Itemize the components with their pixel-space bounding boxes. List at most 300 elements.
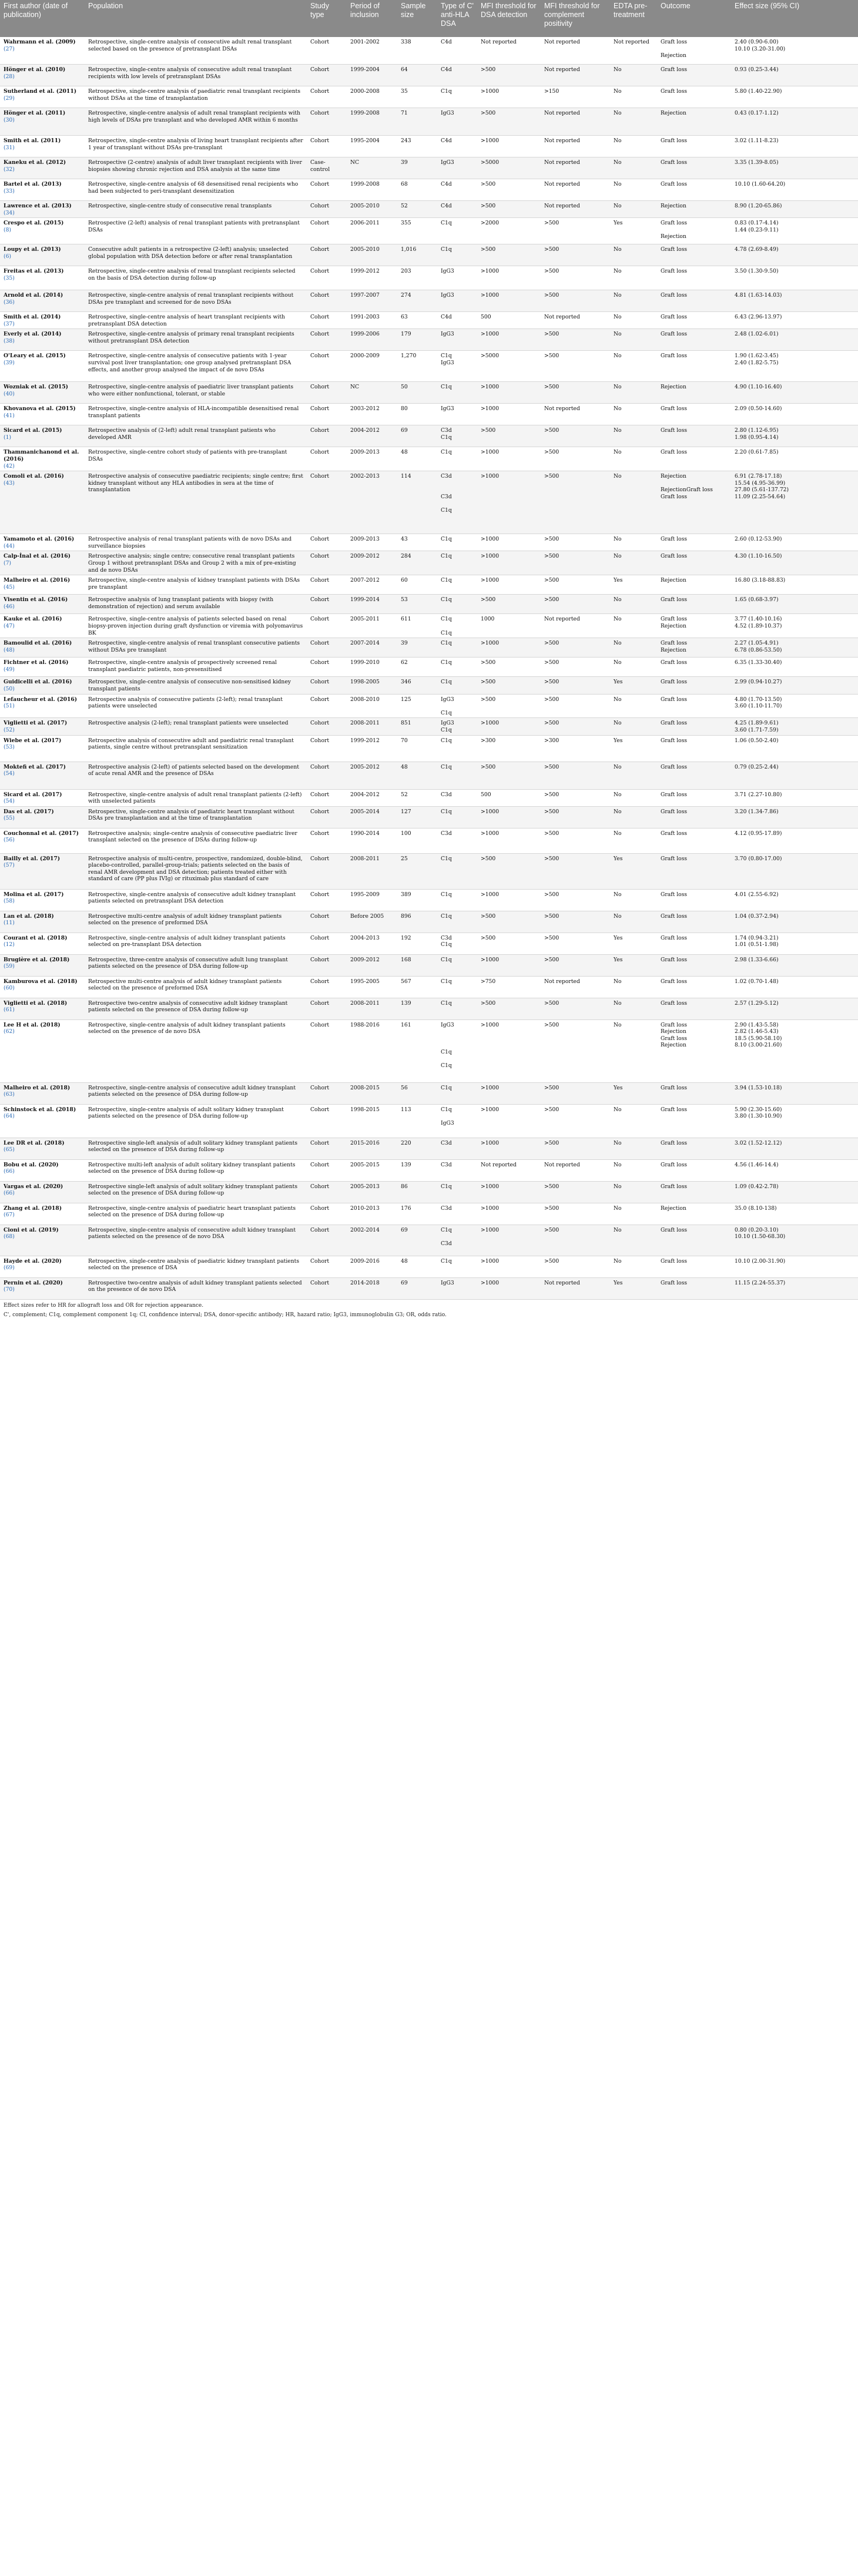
author-name: Guidicelli et al. (2016)	[4, 679, 72, 686]
period-cell: NC	[347, 157, 397, 179]
effect-size-cell: 10.10 (1.60-64.20)	[731, 179, 858, 201]
reference-link[interactable]: (66)	[4, 1168, 15, 1175]
study-type-cell: Cohort	[307, 762, 347, 789]
mfi-complement-cell: >500	[541, 1181, 610, 1203]
mfi-threshold-cell: >500	[477, 595, 541, 614]
reference-link[interactable]: (7)	[4, 559, 12, 566]
edta-cell: No	[610, 244, 657, 266]
mfi-complement-cell: Not reported	[541, 37, 610, 65]
edta-cell: No	[610, 1138, 657, 1159]
period-cell: 2008-2010	[347, 694, 397, 718]
effect-size-cell: 2.80 (1.12-6.95) 1.98 (0.95-4.14)	[731, 425, 858, 447]
study-type-cell: Cohort	[307, 677, 347, 694]
complement-type-cell: C1q IgG3	[437, 351, 477, 382]
author-name: Lee DR et al. (2018)	[4, 1139, 65, 1146]
reference-link[interactable]: (29)	[4, 95, 15, 102]
sample-size-cell: 39	[397, 157, 437, 179]
mfi-complement-cell: >500	[541, 638, 610, 658]
study-type-cell: Cohort	[307, 37, 347, 65]
complement-type-cell: C1q	[437, 1256, 477, 1277]
author-cell	[0, 244, 85, 266]
reference-link[interactable]: (31)	[4, 144, 15, 151]
table-row	[0, 86, 858, 108]
mfi-complement-cell: >500	[541, 998, 610, 1019]
period-cell: 1995-2005	[347, 976, 397, 998]
reference-link[interactable]: (47)	[4, 622, 15, 629]
population-cell: Retrospective analysis; single-centre analysis of consecutive paediatric liver transplant selected on the presence of DSAs during follow-up	[85, 828, 307, 853]
mfi-threshold-cell: >1000	[477, 889, 541, 911]
mfi-threshold-cell: >1000	[477, 1277, 541, 1299]
reference-link[interactable]: (62)	[4, 1028, 15, 1035]
period-cell: 2008-2011	[347, 718, 397, 735]
complement-type-cell: C1q	[437, 447, 477, 471]
mfi-complement-cell: >500	[541, 889, 610, 911]
table-row	[0, 677, 858, 694]
complement-type-cell: C3d	[437, 828, 477, 853]
reference-link[interactable]: (39)	[4, 359, 15, 366]
reference-link[interactable]: (38)	[4, 337, 15, 344]
sample-size-cell: 113	[397, 1104, 437, 1138]
population-cell: Retrospective, single-centre analysis of paediatric kidney transplant patients selected on the presence of DSA	[85, 1256, 307, 1277]
mfi-complement-cell: >500	[541, 329, 610, 351]
complement-type-cell: C1q	[437, 551, 477, 575]
edta-cell: Yes	[610, 954, 657, 976]
table-row	[0, 1225, 858, 1256]
population-cell: Retrospective, single-centre analysis of consecutive patients with 1-year survival post liver transplantation; one group analysed pretransplant DSA effects, and another group analysed the impact of de novo DSAs	[85, 351, 307, 382]
column-header: Sample size	[397, 0, 437, 37]
reference-link[interactable]: (33)	[4, 187, 15, 194]
sample-size-cell: 100	[397, 828, 437, 853]
study-type-cell: Cohort	[307, 65, 347, 86]
mfi-complement-cell: Not reported	[541, 157, 610, 179]
mfi-complement-cell: Not reported	[541, 404, 610, 425]
outcome-cell: Rejection	[657, 575, 731, 595]
sample-size-cell: 69	[397, 1277, 437, 1299]
reference-link[interactable]: (67)	[4, 1212, 15, 1219]
complement-type-cell: IgG3	[437, 1277, 477, 1299]
author-name: Wiebe et al. (2017)	[4, 737, 62, 744]
study-type-cell: Cohort	[307, 1082, 347, 1104]
table-row	[0, 638, 858, 658]
author-cell	[0, 179, 85, 201]
mfi-complement-cell: >500	[541, 595, 610, 614]
study-type-cell: Cohort	[307, 575, 347, 595]
study-type-cell: Cohort	[307, 911, 347, 933]
mfi-threshold-cell: Not reported	[477, 1159, 541, 1181]
period-cell: 2004-2012	[347, 425, 397, 447]
mfi-threshold-cell: >1000	[477, 290, 541, 312]
population-cell: Retrospective, three-centre analysis of consecutive adult lung transplant patients selected on the presence of DSA during follow-up	[85, 954, 307, 976]
outcome-cell: Graft loss	[657, 1082, 731, 1104]
effect-size-cell: 1.09 (0.42-2.78)	[731, 1181, 858, 1203]
edta-cell: No	[610, 157, 657, 179]
population-cell: Retrospective, single-centre analysis of kidney transplant patients with DSAs pre transplant	[85, 575, 307, 595]
reference-link[interactable]: (30)	[4, 116, 15, 123]
reference-link[interactable]: (6)	[4, 253, 12, 260]
reference-link[interactable]: (36)	[4, 298, 15, 306]
study-type-cell: Cohort	[307, 1225, 347, 1256]
reference-link[interactable]: (63)	[4, 1091, 15, 1098]
complement-type-cell: IgG3	[437, 404, 477, 425]
reference-link[interactable]: (27)	[4, 45, 15, 52]
table-row	[0, 290, 858, 312]
table-row	[0, 1082, 858, 1104]
effect-size-cell: 4.81 (1.63-14.03)	[731, 290, 858, 312]
reference-link[interactable]: (55)	[4, 815, 15, 822]
edta-cell: No	[610, 1203, 657, 1225]
author-name: Hönger et al. (2011)	[4, 110, 66, 116]
reference-link[interactable]: (35)	[4, 274, 15, 281]
author-cell	[0, 447, 85, 471]
author-cell	[0, 911, 85, 933]
mfi-complement-cell: >500	[541, 425, 610, 447]
period-cell: 1999-2012	[347, 266, 397, 290]
period-cell: 1995-2009	[347, 889, 397, 911]
sample-size-cell: 168	[397, 954, 437, 976]
period-cell: 2005-2011	[347, 614, 397, 638]
reference-link[interactable]: (44)	[4, 542, 15, 549]
mfi-complement-cell: >500	[541, 1138, 610, 1159]
reference-link[interactable]: (70)	[4, 1286, 15, 1293]
author-name: Smith et al. (2014)	[4, 314, 61, 321]
mfi-threshold-cell: >1000	[477, 575, 541, 595]
reference-link[interactable]: (59)	[4, 963, 15, 970]
outcome-cell: Graft loss	[657, 179, 731, 201]
sample-size-cell: 203	[397, 266, 437, 290]
reference-link[interactable]: (11)	[4, 920, 15, 927]
author-cell	[0, 638, 85, 658]
author-name: Comoli et al. (2016)	[4, 473, 64, 480]
period-cell: 2005-2010	[347, 201, 397, 218]
period-cell: 2015-2016	[347, 1138, 397, 1159]
study-type-cell: Cohort	[307, 1019, 347, 1082]
sample-size-cell: 355	[397, 218, 437, 244]
effect-size-cell: 6.91 (2.78-17.18) 15.54 (4.95-36.99) 27.80 (5.61-137.72) 11.09 (2.25-54.64)	[731, 471, 858, 534]
period-cell: 2003-2012	[347, 404, 397, 425]
reference-link[interactable]: (40)	[4, 390, 15, 397]
reference-link[interactable]: (50)	[4, 685, 15, 692]
outcome-cell: Graft loss Rejection Graft loss Rejection	[657, 1019, 731, 1082]
author-cell	[0, 933, 85, 954]
complement-type-cell: C3d	[437, 1203, 477, 1225]
population-cell: Retrospective analysis of renal transplant patients with de novo DSAs and surveillance biopsies	[85, 534, 307, 551]
reference-link[interactable]: (66)	[4, 1190, 15, 1197]
sample-size-cell: 389	[397, 889, 437, 911]
complement-type-cell: C1q	[437, 1082, 477, 1104]
reference-link[interactable]: (12)	[4, 941, 15, 948]
mfi-threshold-cell: >500	[477, 911, 541, 933]
effect-size-cell: 3.70 (0.80-17.00)	[731, 853, 858, 889]
author-name: O'Leary et al. (2015)	[4, 353, 66, 360]
population-cell: Retrospective, single-centre analysis of adult solitary kidney transplant patients selected on the presence of DSA during follow-up	[85, 1104, 307, 1138]
author-cell	[0, 575, 85, 595]
author-name: Loupy et al. (2013)	[4, 246, 61, 253]
effect-size-cell: 3.94 (1.53-10.18)	[731, 1082, 858, 1104]
author-name: Thammanichanond et al. (2016)	[4, 449, 79, 462]
sample-size-cell: 71	[397, 108, 437, 136]
reference-link[interactable]: (69)	[4, 1264, 15, 1272]
period-cell: 1999-2008	[347, 108, 397, 136]
table-row	[0, 108, 858, 136]
table-row	[0, 998, 858, 1019]
outcome-cell: Graft loss	[657, 65, 731, 86]
outcome-cell: Graft loss	[657, 290, 731, 312]
study-type-cell: Cohort	[307, 933, 347, 954]
complement-type-cell: C1q	[437, 911, 477, 933]
complement-type-cell: C1q	[437, 218, 477, 244]
mfi-complement-cell: >500	[541, 658, 610, 677]
reference-link[interactable]: (54)	[4, 770, 15, 777]
reference-link[interactable]: (1)	[4, 434, 12, 441]
author-cell	[0, 1019, 85, 1082]
study-type-cell: Cohort	[307, 1203, 347, 1225]
outcome-cell: Graft loss	[657, 329, 731, 351]
complement-type-cell: C1q	[437, 806, 477, 828]
outcome-cell: Graft loss	[657, 911, 731, 933]
reference-link[interactable]: (61)	[4, 1007, 15, 1014]
mfi-complement-cell: >500	[541, 933, 610, 954]
sample-size-cell: 39	[397, 638, 437, 658]
outcome-cell: Graft loss	[657, 976, 731, 998]
mfi-threshold-cell: >1000	[477, 136, 541, 157]
author-name: Visentin et al. (2016)	[4, 596, 68, 603]
mfi-threshold-cell: >1000	[477, 551, 541, 575]
edta-cell: No	[610, 266, 657, 290]
outcome-cell: Graft loss	[657, 1277, 731, 1299]
mfi-complement-cell: Not reported	[541, 136, 610, 157]
period-cell: 2007-2012	[347, 575, 397, 595]
period-cell: 2009-2012	[347, 551, 397, 575]
table-row	[0, 1181, 858, 1203]
effect-size-cell: 4.25 (1.89-9.61) 3.60 (1.71-7.59)	[731, 718, 858, 735]
period-cell: 2009-2012	[347, 954, 397, 976]
period-cell: 2008-2011	[347, 998, 397, 1019]
study-type-cell: Cohort	[307, 1159, 347, 1181]
reference-link[interactable]: (53)	[4, 744, 15, 751]
mfi-threshold-cell: >1000	[477, 329, 541, 351]
outcome-cell: Graft loss	[657, 157, 731, 179]
period-cell: 2006-2011	[347, 218, 397, 244]
population-cell: Retrospective, single-centre analysis of adult renal transplant recipients with high levels of DSAs pre transplant and who developed AMR within 6 months	[85, 108, 307, 136]
population-cell: Retrospective, single-centre cohort study of patients with pre-transplant DSAs	[85, 447, 307, 471]
reference-link[interactable]: (58)	[4, 898, 15, 905]
author-cell	[0, 329, 85, 351]
reference-link[interactable]: (54)	[4, 798, 15, 805]
reference-link[interactable]: (28)	[4, 73, 15, 80]
reference-link[interactable]: (41)	[4, 412, 15, 419]
complement-type-cell: C4d	[437, 179, 477, 201]
study-type-cell: Cohort	[307, 1277, 347, 1299]
reference-link[interactable]: (48)	[4, 646, 15, 653]
reference-link[interactable]: (52)	[4, 726, 15, 733]
table-row	[0, 1019, 858, 1082]
edta-cell: No	[610, 614, 657, 638]
reference-link[interactable]: (51)	[4, 703, 15, 710]
author-cell	[0, 976, 85, 998]
complement-type-cell: IgG3	[437, 108, 477, 136]
period-cell: NC	[347, 382, 397, 404]
reference-link[interactable]: (34)	[4, 209, 15, 216]
author-name: Molina et al. (2017)	[4, 891, 64, 898]
edta-cell: No	[610, 86, 657, 108]
author-cell	[0, 677, 85, 694]
table-row	[0, 694, 858, 718]
author-name: Viglietti et al. (2018)	[4, 999, 68, 1007]
mfi-complement-cell: >500	[541, 244, 610, 266]
reference-link[interactable]: (43)	[4, 479, 15, 487]
sample-size-cell: 62	[397, 658, 437, 677]
sample-size-cell: 64	[397, 65, 437, 86]
edta-cell: No	[610, 425, 657, 447]
mfi-threshold-cell: 500	[477, 312, 541, 329]
study-type-cell: Cohort	[307, 351, 347, 382]
mfi-complement-cell: Not reported	[541, 65, 610, 86]
mfi-threshold-cell: >1000	[477, 1019, 541, 1082]
sample-size-cell: 80	[397, 404, 437, 425]
study-type-cell: Cohort	[307, 179, 347, 201]
study-type-cell: Cohort	[307, 658, 347, 677]
author-name: Pernin et al. (2020)	[4, 1279, 63, 1286]
study-type-cell: Cohort	[307, 998, 347, 1019]
outcome-cell: Graft loss	[657, 404, 731, 425]
mfi-complement-cell: >500	[541, 677, 610, 694]
mfi-threshold-cell: 1000	[477, 614, 541, 638]
outcome-cell: Graft loss	[657, 244, 731, 266]
effect-size-cell: 4.12 (0.95-17.89)	[731, 828, 858, 853]
table-row	[0, 1159, 858, 1181]
period-cell: 2008-2011	[347, 853, 397, 889]
outcome-cell: Graft loss	[657, 677, 731, 694]
population-cell: Retrospective analysis of multi-centre, prospective, randomized, double-blind, placebo-controlled, parallel-group-trials; patients selected on the basis of renal AMR development and DSA detection; patients treated either with standard of care (PP plus IVIg) or rituximab plus standard of care	[85, 853, 307, 889]
outcome-cell: Graft loss	[657, 1225, 731, 1256]
population-cell: Retrospective analysis of (2-left) adult renal transplant patients who developed AMR	[85, 425, 307, 447]
population-cell: Retrospective, single-centre analysis of consecutive adult kidney transplant patients selected on the presence of de novo DSA	[85, 1225, 307, 1256]
reference-link[interactable]: (37)	[4, 320, 15, 327]
edta-cell: No	[610, 382, 657, 404]
author-cell	[0, 86, 85, 108]
edta-cell: No	[610, 471, 657, 534]
sample-size-cell: 1,016	[397, 244, 437, 266]
effect-size-cell: 1.65 (0.68-3.97)	[731, 595, 858, 614]
sample-size-cell: 69	[397, 1225, 437, 1256]
population-cell: Retrospective single-left analysis of adult solitary kidney transplant patients selected on the presence of DSA during follow-up	[85, 1181, 307, 1203]
mfi-complement-cell: >500	[541, 534, 610, 551]
effect-size-cell: 4.80 (1.70-13.50) 3.60 (1.10-11.70)	[731, 694, 858, 718]
population-cell: Retrospective, single-centre analysis of adult kidney transplant patients selected on the presence of de novo DSA	[85, 1019, 307, 1082]
period-cell: 1995-2004	[347, 136, 397, 157]
edta-cell: No	[610, 638, 657, 658]
reference-link[interactable]: (60)	[4, 985, 15, 992]
reference-link[interactable]: (42)	[4, 462, 15, 469]
column-header: EDTA pre-treatment	[610, 0, 657, 37]
author-cell	[0, 694, 85, 718]
effect-size-cell: 2.48 (1.02-6.01)	[731, 329, 858, 351]
reference-link[interactable]: (32)	[4, 166, 15, 173]
author-name: Bailly et al. (2017)	[4, 855, 61, 862]
sample-size-cell: 896	[397, 911, 437, 933]
reference-link[interactable]: (56)	[4, 837, 15, 844]
outcome-cell: Graft loss Rejection	[657, 37, 731, 65]
mfi-complement-cell: >500	[541, 551, 610, 575]
reference-link[interactable]: (68)	[4, 1233, 15, 1240]
edta-cell: No	[610, 136, 657, 157]
complement-type-cell: C1q	[437, 534, 477, 551]
edta-cell: Yes	[610, 1277, 657, 1299]
mfi-threshold-cell: >1000	[477, 86, 541, 108]
author-cell	[0, 718, 85, 735]
author-name: Lefaucheur et al. (2016)	[4, 696, 78, 703]
outcome-cell: Graft loss	[657, 266, 731, 290]
effect-size-cell: 1.04 (0.37-2.94)	[731, 911, 858, 933]
table-row	[0, 37, 858, 65]
mfi-threshold-cell: >1000	[477, 1104, 541, 1138]
reference-link[interactable]: (49)	[4, 666, 15, 673]
study-type-cell: Cohort	[307, 312, 347, 329]
study-type-cell: Cohort	[307, 425, 347, 447]
table-row	[0, 735, 858, 762]
author-cell	[0, 1082, 85, 1104]
period-cell: 1999-2014	[347, 595, 397, 614]
reference-link[interactable]: (45)	[4, 583, 15, 591]
effect-size-cell: 5.90 (2.30-15.60) 3.80 (1.30-10.90)	[731, 1104, 858, 1138]
outcome-cell: Graft loss	[657, 853, 731, 889]
edta-cell: Yes	[610, 575, 657, 595]
study-type-cell: Cohort	[307, 976, 347, 998]
mfi-threshold-cell: >1000	[477, 534, 541, 551]
population-cell: Retrospective, single-centre analysis of consecutive non-sensitised kidney transplant patients	[85, 677, 307, 694]
sample-size-cell: 176	[397, 1203, 437, 1225]
author-cell	[0, 806, 85, 828]
mfi-threshold-cell: >1000	[477, 1138, 541, 1159]
outcome-cell: Graft loss Rejection	[657, 614, 731, 638]
reference-link[interactable]: (64)	[4, 1113, 15, 1120]
outcome-cell: Graft loss	[657, 658, 731, 677]
outcome-cell: Graft loss	[657, 447, 731, 471]
reference-link[interactable]: (46)	[4, 603, 15, 610]
period-cell: 1999-2008	[347, 179, 397, 201]
mfi-threshold-cell: >1000	[477, 1181, 541, 1203]
table-row	[0, 425, 858, 447]
study-type-cell: Cohort	[307, 889, 347, 911]
study-type-cell: Cohort	[307, 595, 347, 614]
author-cell	[0, 1138, 85, 1159]
mfi-complement-cell: >500	[541, 575, 610, 595]
population-cell: Retrospective, single-centre analysis of paediatric heart transplant patients selected on the presence of DSA during follow-up	[85, 1203, 307, 1225]
edta-cell: No	[610, 447, 657, 471]
author-name: Freitas et al. (2013)	[4, 268, 64, 275]
mfi-threshold-cell: >500	[477, 425, 541, 447]
effect-size-cell: 0.83 (0.17-4.14) 1.44 (0.23-9.11)	[731, 218, 858, 244]
sample-size-cell: 192	[397, 933, 437, 954]
study-type-cell: Cohort	[307, 1181, 347, 1203]
reference-link[interactable]: (65)	[4, 1146, 15, 1153]
table-row	[0, 658, 858, 677]
outcome-cell: Graft loss	[657, 1104, 731, 1138]
sample-size-cell: 68	[397, 179, 437, 201]
reference-link[interactable]: (57)	[4, 862, 15, 869]
edta-cell: Yes	[610, 677, 657, 694]
effect-size-cell: 4.30 (1.10-16.50)	[731, 551, 858, 575]
period-cell: 2009-2016	[347, 1256, 397, 1277]
complement-type-cell: C1q	[437, 976, 477, 998]
mfi-threshold-cell: Not reported	[477, 37, 541, 65]
period-cell: 1991-2003	[347, 312, 397, 329]
table-row	[0, 351, 858, 382]
mfi-complement-cell: >150	[541, 86, 610, 108]
complement-type-cell: C4d	[437, 312, 477, 329]
reference-link[interactable]: (8)	[4, 226, 12, 233]
complement-type-cell: IgG3	[437, 290, 477, 312]
